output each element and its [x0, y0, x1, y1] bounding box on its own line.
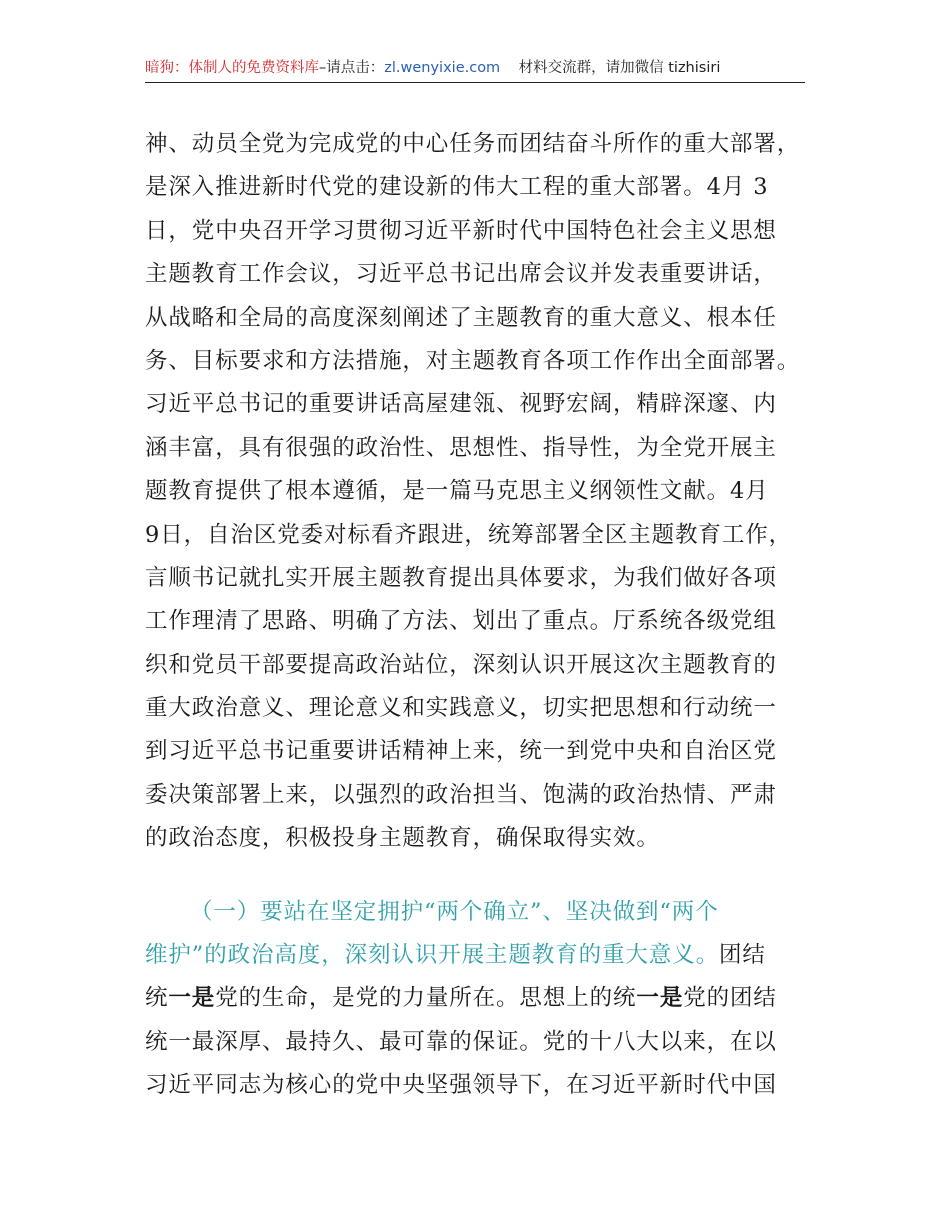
text-line: 织和党员干部要提高政治站位，深刻认识开展这次主题教育的	[145, 651, 777, 678]
page-header	[145, 54, 805, 83]
text-line: 涵丰富，具有很强的政治性、思想性、指导性，为全党开展主	[145, 434, 777, 461]
text-line: 言顺书记就扎实开展主题教育提出具体要求，为我们做好各项	[145, 564, 777, 591]
text-line: 统一最深厚、最持久、最可靠的保证。党的十八大以来，在以	[145, 1028, 777, 1055]
section-heading-line	[145, 891, 810, 934]
header-url-link[interactable]: zl.wenyixie.com	[384, 60, 501, 76]
text-line: 日，党中央召开学习贯彻习近平新时代中国特色社会主义思想	[145, 217, 777, 244]
text-line: 神、动员全党为完成党的中心任务而团结奋斗所作的重大部署，	[145, 131, 801, 157]
header-prompt: –请点击：	[319, 60, 385, 76]
paragraph-2	[145, 891, 810, 1108]
text-line: 委决策部署上来，以强烈的政治担当、饱满的政治热情、严肃	[145, 781, 777, 808]
header-contact: 材料交流群，请加微信 tizhisiri	[518, 60, 721, 76]
text-line: 习近平总书记的重要讲话高屋建瓴、视野宏阔，精辟深邃、内	[145, 391, 777, 418]
paragraph-gap	[145, 861, 810, 891]
bold-text: 一是	[168, 985, 216, 1012]
text-line: 主题教育工作会议，习近平总书记出席会议并发表重要讲话，	[145, 261, 777, 288]
text-line: 重大政治意义、理论意义和实践意义，切实把思想和行动统一	[145, 695, 777, 722]
text-line: 9日，自治区党委对标看齐跟进，统筹部署全区主题教育工作，	[145, 521, 793, 548]
document-body	[145, 123, 810, 1108]
text-line: 从战略和全局的高度深刻阐述了主题教育的重大意义、根本任	[145, 304, 777, 331]
body-text-run: 党的团结	[683, 985, 777, 1012]
paragraph-1	[145, 123, 810, 861]
text-line	[145, 977, 810, 1020]
text-line: 习近平同志为核心的党中央坚强领导下，在习近平新时代中国	[145, 1072, 777, 1099]
section-heading-text: （一）要站在坚定拥护“两个确立”、坚决做到“两个	[190, 898, 719, 925]
header-site-name: 暗狗：体制人的免费资料库	[145, 60, 319, 76]
section-heading-text: 维护”的政治高度，深刻认识开展主题教育的重大意义。	[145, 942, 720, 969]
text-line: 的政治态度，积极投身主题教育，确保取得实效。	[145, 825, 660, 852]
text-line: 工作理清了思路、明确了方法、划出了重点。厅系统各级党组	[145, 608, 777, 635]
text-line: 题教育提供了根本遵循，是一篇马克思主义纲领性文献。4月	[145, 478, 769, 505]
text-line: 是深入推进新时代党的建设新的伟大工程的重大部署。4月 3	[145, 174, 769, 201]
bold-text: 一是	[636, 985, 684, 1012]
body-text-run: 统	[145, 985, 169, 1012]
text-line	[145, 934, 810, 977]
body-text-run: 党的生命，是党的力量所在。思想上的统	[215, 985, 637, 1012]
text-line: 务、目标要求和方法措施，对主题教育各项工作作出全面部署。	[145, 347, 801, 374]
text-line: 到习近平总书记重要讲话精神上来，统一到党中央和自治区党	[145, 738, 777, 765]
body-text-run: 团结	[719, 942, 766, 969]
